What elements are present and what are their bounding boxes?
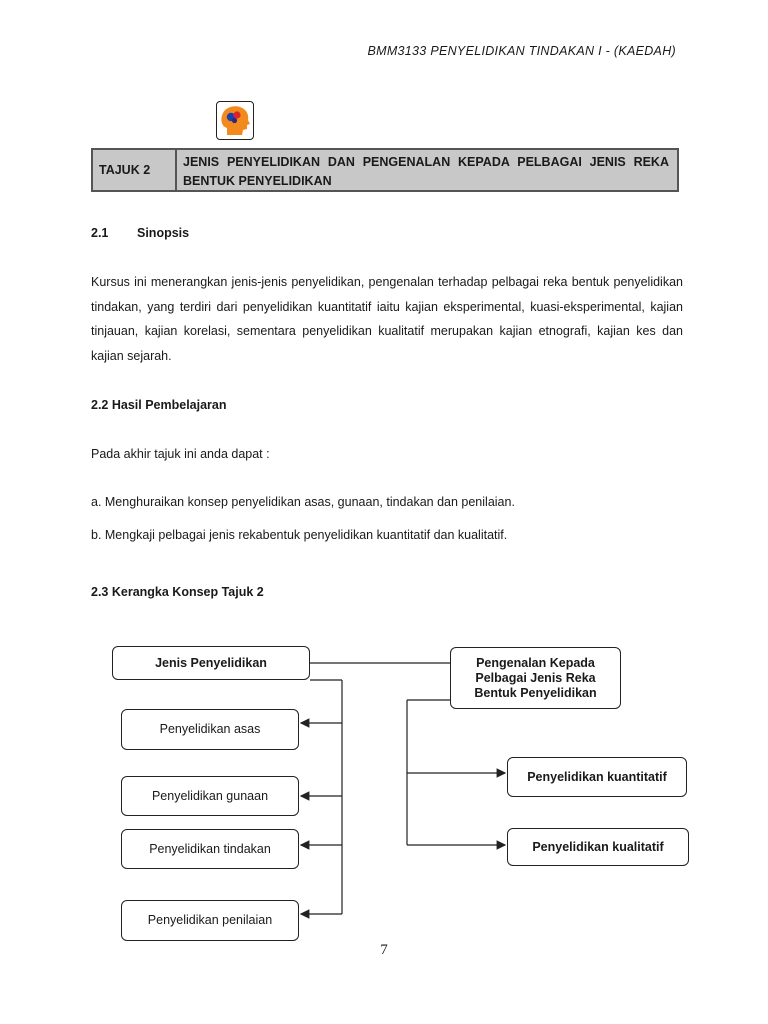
hasil-intro: Pada akhir tajuk ini anda dapat : [91, 447, 270, 461]
hasil-item-a: a. Menghuraikan konsep penyelidikan asas, gunaan, tindakan dan penilaian. [91, 495, 515, 509]
box-penyelidikan-asas: Penyelidikan asas [121, 709, 299, 750]
box-jenis-penyelidikan: Jenis Penyelidikan [112, 646, 310, 680]
section-heading-sinopsis: Sinopsis [137, 226, 190, 240]
box-penyelidikan-gunaan: Penyelidikan gunaan [121, 776, 299, 816]
box-penyelidikan-kuantitatif: Penyelidikan kuantitatif [507, 757, 687, 797]
running-header: BMM3133 PENYELIDIKAN TINDAKAN I - (KAEDAH) [367, 44, 676, 58]
topic-title: JENIS PENYELIDIKAN DAN PENGENALAN KEPADA PELBAGAI JENIS REKA BENTUK PENYELIDIKAN [183, 155, 669, 188]
section-heading-hasil: 2.2 Hasil Pembelajaran [91, 398, 227, 412]
box-penyelidikan-kualitatif: Penyelidikan kualitatif [507, 828, 689, 866]
page-number: 7 [380, 942, 388, 958]
sinopsis-paragraph: Kursus ini menerangkan jenis-jenis penyelidikan, pengenalan terhadap pelbagai reka bentuk penyelidikan tindakan, yang terdiri dari penyelidikan kuantitatif iaitu kajian eksperimental, kuasi-eksperimental, kajian tinjauan, kajian korelasi, sementara penyelidikan kualitatif merupakan kajian etnografi, kajian kes dan kajian sejarah. [91, 275, 683, 363]
section-number-sinopsis: 2.1 [91, 226, 109, 240]
section-heading-kerangka: 2.3 Kerangka Konsep Tajuk 2 [91, 585, 264, 599]
hasil-item-b: b. Mengkaji pelbagai jenis rekabentuk penyelidikan kuantitatif dan kualitatif. [91, 528, 508, 542]
box-penyelidikan-tindakan: Penyelidikan tindakan [121, 829, 299, 869]
box-pengenalan-reka-bentuk: Pengenalan Kepada Pelbagai Jenis Reka Bentuk Penyelidikan [450, 647, 621, 709]
box-penyelidikan-penilaian: Penyelidikan penilaian [121, 900, 299, 941]
topic-label: TAJUK 2 [93, 150, 177, 190]
